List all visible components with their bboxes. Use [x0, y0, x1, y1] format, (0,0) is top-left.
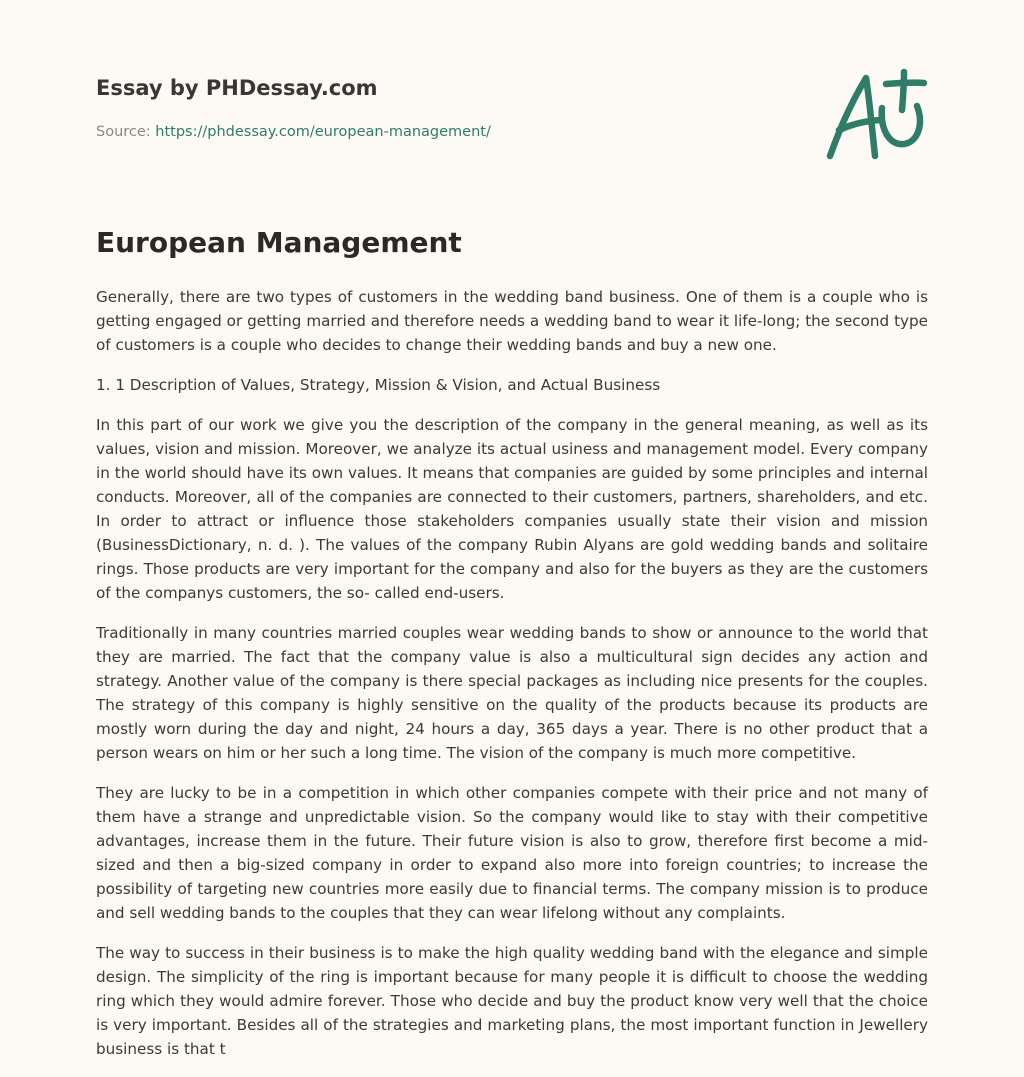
- essay-body: [96, 285, 928, 1077]
- paragraph: Traditionally in many countries married couples wear wedding bands to show or announce to the world that they are married. The fact that the company value is also a multicultural sign decides any action and strategy. Another value of the company is there special packages as including nice presents for the couples. The strategy of this company is highly sensitive on the quality of the products because its products are mostly worn during the day and night, 24 hours a day, 365 days a year. There is no other product that a person wears on him or her such a long time. The vision of the company is much more competitive.: [96, 624, 928, 762]
- site-title: Essay by PHDessay.com: [96, 76, 378, 100]
- source-label: Source:: [96, 124, 151, 140]
- paragraph: Generally, there are two types of customers in the wedding band business. One of them is a couple who is getting engaged or getting married and therefore needs a wedding band to wear it life-long; the second type of customers is a couple who decides to change their wedding bands and buy a new one.: [96, 288, 928, 354]
- a-plus-logo-icon: [820, 66, 930, 166]
- paragraph: The way to success in their business is to make the high quality wedding band with the elegance and simple design. The simplicity of the ring is important because for many people it is difficult to choose the wedding ring which they would admire forever. Those who decide and buy the product know very well that the choice is very important. Besides all of the strategies and marketing plans, the most important function in Jewellery business is that t: [96, 944, 928, 1058]
- essay-title: European Management: [96, 226, 462, 259]
- paragraph: They are lucky to be in a competition in which other companies compete with their price and not many of them have a strange and unpredictable vision. So the company would like to stay with their competitive advantages, increase them in the future. Their future vision is also to grow, therefore first become a mid-sized and then a big-sized company in order to expand also more into foreign countries; to increase the possibility of targeting new countries more easily due to financial terms. The company mission is to produce and sell wedding bands to the couples that they can wear lifelong without any complaints.: [96, 784, 928, 922]
- source-line: [96, 124, 491, 140]
- source-link[interactable]: https://phdessay.com/european-management/: [155, 124, 491, 140]
- section-heading: 1. 1 Description of Values, Strategy, Mission & Vision, and Actual Business: [96, 376, 661, 394]
- paragraph: In this part of our work we give you the description of the company in the general meaning, as well as its values, vision and mission. Moreover, we analyze its actual usiness and management model. Every company in the world should have its own values. It means that companies are guided by some principles and internal conducts. Moreover, all of the companies are connected to their customers, partners, shareholders, and etc. In order to attract or influence those stakeholders companies usually state their vision and mission (BusinessDictionary, n. d. ). The values of the company Rubin Alyans are gold wedding bands and solitaire rings. Those products are very important for the company and also for the buyers as they are the customers of the companys customers, the so- called end-users.: [96, 416, 928, 602]
